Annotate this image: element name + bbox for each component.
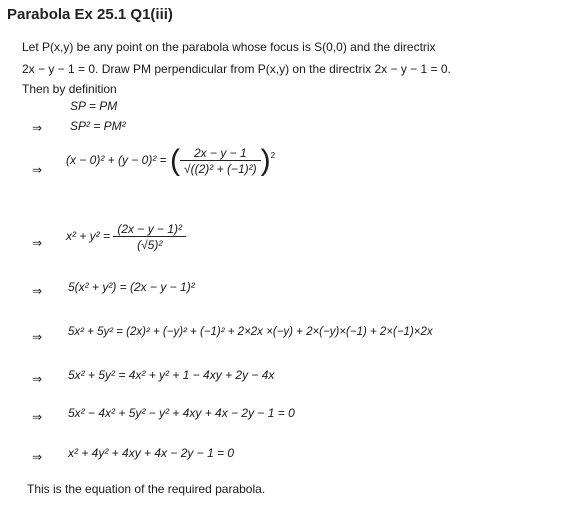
right-paren: ) [260, 144, 271, 177]
intro-line-2: 2x − y − 1 = 0. Draw PM perpendicular from P(x,y) on the directrix 2x − y − 1 = 0. [22, 62, 451, 76]
intro-line-1: Let P(x,y) be any point on the parabola whose focus is S(0,0) and the directrix [22, 40, 436, 54]
implies-arrow: ⇒ [32, 163, 43, 177]
fraction [113, 222, 186, 252]
exponent: 2 [270, 151, 276, 161]
implies-arrow: ⇒ [32, 450, 43, 464]
left-paren: ( [170, 144, 181, 177]
implies-arrow: ⇒ [32, 236, 43, 250]
conclusion-text: This is the equation of the required parabola. [27, 482, 266, 496]
equation-sp2-pm2: SP² = PM² [70, 119, 126, 133]
page-title: Parabola Ex 25.1 Q1(iii) [7, 6, 173, 23]
implies-arrow: ⇒ [32, 410, 43, 424]
equation-lhs: (x − 0)² + (y − 0)² = [66, 153, 167, 168]
fraction-numerator: (2x − y − 1)² [117, 222, 183, 236]
fraction [180, 146, 261, 176]
fraction-numerator: 2x − y − 1 [193, 146, 247, 160]
fraction-denominator: √((2)² + (−1)²) [180, 160, 261, 176]
implies-arrow: ⇒ [32, 330, 43, 344]
equation-expand-5: 5(x² + y²) = (2x − y − 1)² [68, 280, 195, 294]
equation-sqrt5 [66, 222, 186, 252]
equation-sp-pm: SP = PM [70, 99, 118, 113]
equation-lhs: x² + y² = [66, 229, 111, 244]
equation-simplified: 5x² + 5y² = 4x² + y² + 1 − 4xy + 2y − 4x [68, 368, 275, 382]
equation-expansion: 5x² + 5y² = (2x)² + (−y)² + (−1)² + 2×2x ×(−y) + 2×(−y)×(−1) + 2×(−1)×2x [68, 326, 433, 338]
equation-distance-squared [66, 146, 275, 176]
implies-arrow: ⇒ [32, 284, 43, 298]
fraction-denominator: (√5)² [113, 236, 186, 252]
intro-line-3: Then by definition [22, 82, 117, 96]
equation-final: x² + 4y² + 4xy + 4x − 2y − 1 = 0 [68, 446, 235, 460]
implies-arrow: ⇒ [32, 121, 43, 135]
implies-arrow: ⇒ [32, 372, 43, 386]
equation-rearranged: 5x² − 4x² + 5y² − y² + 4xy + 4x − 2y − 1 = 0 [68, 406, 295, 420]
